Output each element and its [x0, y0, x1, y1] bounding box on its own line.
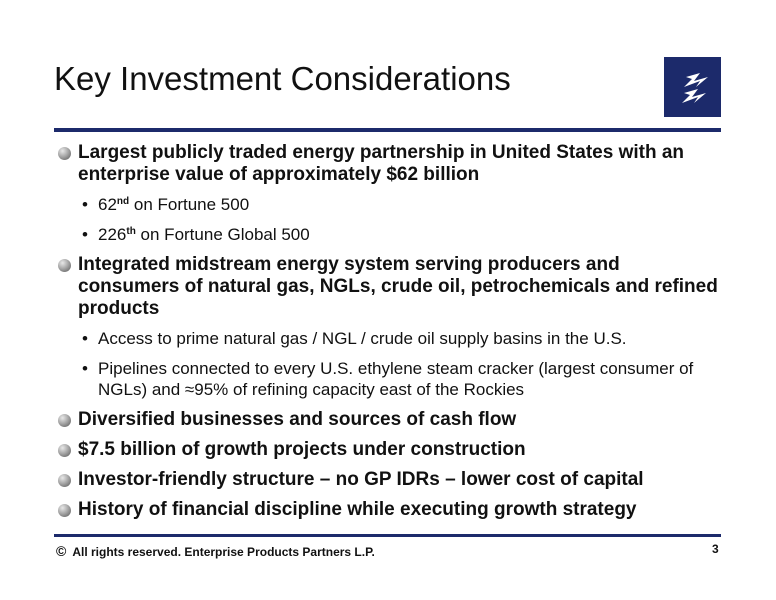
sub-bullet-item [56, 328, 726, 349]
bullet-item [56, 469, 726, 491]
sphere-bullet-icon [58, 474, 71, 487]
footer-divider [54, 534, 721, 537]
bullet-text: $7.5 billion of growth projects under construction [78, 439, 526, 460]
dot-bullet-icon: • [82, 225, 88, 244]
bullet-text: Integrated midstream energy system serving producers and consumers of natural gas, NGLs, crude oil, petrochemicals and refined products [78, 254, 718, 319]
sub-bullet-text: on Fortune 500 [129, 195, 250, 214]
rank-number: 62 [98, 195, 117, 214]
sub-bullet-item [56, 194, 726, 215]
sphere-bullet-icon [58, 414, 71, 427]
bullet-text: Investor-friendly structure – no GP IDRs – lower cost of capital [78, 469, 644, 490]
dot-bullet-icon: • [82, 195, 88, 214]
copyright-text: All rights reserved. Enterprise Products Partners L.P. [72, 545, 375, 559]
title-divider [54, 128, 721, 132]
bullet-item [56, 254, 726, 320]
page-title: Key Investment Considerations [54, 60, 511, 97]
sphere-bullet-icon [58, 147, 71, 160]
company-logo-icon [664, 57, 721, 117]
sub-bullet-item [56, 224, 726, 245]
bullet-text: History of financial discipline while executing growth strategy [78, 499, 637, 520]
sphere-bullet-icon [58, 504, 71, 517]
dot-bullet-icon: • [82, 359, 88, 378]
bullet-text: Largest publicly traded energy partnership in United States with an enterprise value of approximately $62 billion [78, 142, 685, 185]
sub-bullet-text: on Fortune Global 500 [135, 225, 310, 244]
sub-bullet-text: Pipelines connected to every U.S. ethylene steam cracker (largest consumer of NGLs) and ≈95% of refining capacity east of the Rockies [98, 359, 694, 399]
sphere-bullet-icon [58, 444, 71, 457]
dot-bullet-icon: • [82, 329, 88, 348]
rank-suffix: th [126, 226, 136, 237]
sub-bullet-text: Access to prime natural gas / NGL / crude oil supply basins in the U.S. [98, 329, 627, 348]
bullet-item [56, 439, 726, 461]
bullet-list [56, 142, 726, 529]
sphere-bullet-icon [58, 259, 71, 272]
bullet-text: Diversified businesses and sources of cash flow [78, 409, 517, 430]
bullet-item [56, 499, 726, 521]
page-number: 3 [712, 542, 719, 556]
sub-bullet-item [56, 358, 726, 400]
rank-suffix: nd [116, 196, 130, 207]
footer-copyright [56, 543, 375, 559]
rank-number: 226 [98, 225, 127, 244]
bullet-item [56, 142, 726, 186]
copyright-icon: © [56, 543, 67, 559]
bullet-item [56, 409, 726, 431]
